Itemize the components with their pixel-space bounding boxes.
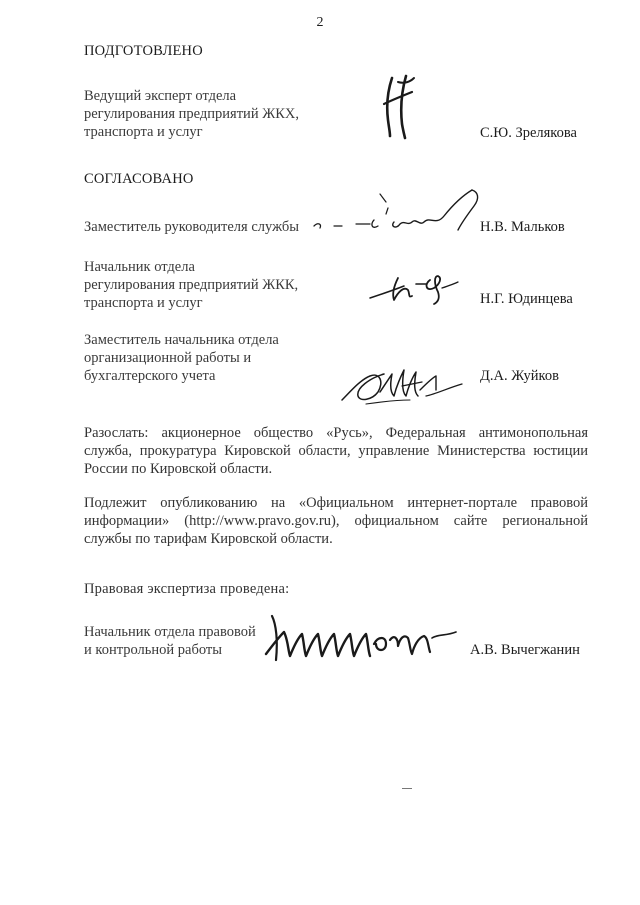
signature-yudintseva [368,270,460,306]
position-line: транспорта и услуг [84,124,203,140]
position-line: организационной работы и [84,350,252,366]
position-line: транспорта и услуг [84,295,203,311]
position-line: Заместитель руководителя службы [84,219,300,235]
position-line: регулирования предприятий ЖКК, [84,277,299,293]
legal-review-name: А.В. Вычегжанин [470,642,580,658]
legal-review-heading: Правовая экспертиза проведена: [84,581,290,597]
signature-malkov [312,186,492,242]
prepared-heading: ПОДГОТОВЛЕНО [84,43,203,59]
position-line: Ведущий эксперт отдела [84,88,237,104]
distribution-paragraph: Разослать: акционерное общество «Русь», Федеральная антимонопольная служба, прокуратура Кировской области, управление Министерства юстиции России по Кировской области. [84,425,588,477]
position-line: и контрольной работы [84,642,222,658]
page-number: 2 [316,15,324,30]
position-line: Начальник отдела [84,259,195,275]
publication-paragraph: Подлежит опубликованию на «Официальном интернет-портале правовой информации» (http://www.pravo.gov.ru), официальном сайте региональной службы по тарифам Кировской области. [84,495,588,547]
signature-zhuykov [340,356,464,412]
signer-position [84,258,384,312]
signature-vychegzhanin [262,610,458,668]
signature-zrelyakova [378,70,424,140]
signer-position [84,331,384,385]
position-line: бухгалтерского учета [84,368,216,384]
agreed-heading: СОГЛАСОВАНО [84,171,194,187]
position-line: регулирования предприятий ЖКХ, [84,106,299,122]
signer-name: Н.В. Мальков [480,219,565,235]
signer-name: Д.А. Жуйков [480,368,559,384]
prepared-position [84,87,384,141]
signer-name: Н.Г. Юдинцева [480,291,573,307]
position-line: Начальник отдела правовой [84,624,256,640]
prepared-name: С.Ю. Зрелякова [480,125,577,141]
scan-mark [402,788,412,789]
position-line: Заместитель начальника отдела [84,332,279,348]
